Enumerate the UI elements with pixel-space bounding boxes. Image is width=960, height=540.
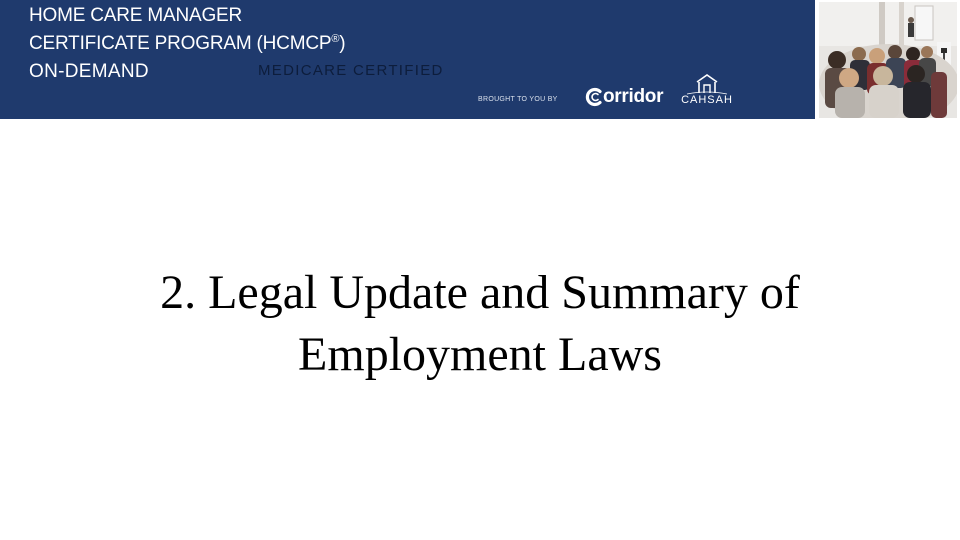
house-icon (679, 72, 735, 96)
corridor-c-icon (585, 87, 605, 107)
corridor-logo (585, 86, 663, 108)
registered-mark: ® (331, 33, 340, 45)
header-banner (0, 0, 815, 119)
audience-seminar-photo-icon (819, 2, 957, 118)
cahsah-logo-text: CAHSAH (681, 94, 733, 106)
program-title-line-3: ON-DEMAND (29, 61, 149, 82)
slide-title-line-1: 2. Legal Update and Summary of (160, 266, 800, 319)
medicare-certified-label: MEDICARE CERTIFIED (258, 62, 444, 79)
program-title-line-2 (29, 33, 345, 55)
corridor-logo-text: orridor (603, 86, 664, 107)
slide-title (80, 262, 880, 386)
slide-title-line-2: Employment Laws (298, 328, 662, 381)
cahsah-logo (679, 72, 735, 112)
program-title-line-2-text: CERTIFICATE PROGRAM (HCMCP (29, 33, 332, 54)
brought-to-you-by-label: BROUGHT TO YOU BY (478, 96, 558, 103)
program-title-line-1: HOME CARE MANAGER (29, 5, 243, 26)
program-title-line-2-close: ) (339, 33, 346, 54)
audience-photo (819, 2, 957, 118)
